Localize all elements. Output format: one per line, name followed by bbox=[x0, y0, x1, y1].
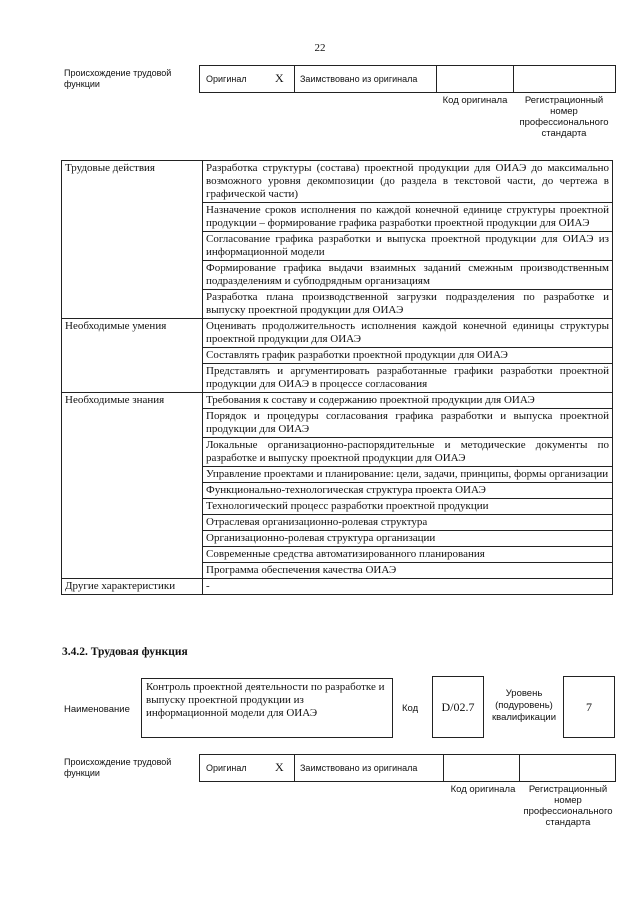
knowledge-item: Организационно-ролевая структура организации bbox=[203, 531, 613, 547]
knowledge-item: Порядок и процедуры согласования графика разработки и выпуска проектной продукции для ОИАЭ bbox=[203, 409, 613, 438]
knowledge-item: Технологический процесс разработки проектной продукции bbox=[203, 499, 613, 515]
code-value: D/02.7 bbox=[432, 676, 484, 738]
knowledge-item: Управление проектами и планирование: цели, задачи, принципы, формы организации bbox=[203, 467, 613, 483]
table-row bbox=[62, 393, 613, 409]
other-characteristics-label: Другие характеристики bbox=[62, 579, 203, 595]
table-row bbox=[62, 579, 613, 595]
page-number: 22 bbox=[314, 42, 326, 54]
knowledge-item: Требования к составу и содержанию проектной продукции для ОИАЭ bbox=[203, 393, 613, 409]
name-label: Наименование bbox=[64, 704, 130, 715]
divider bbox=[443, 755, 444, 781]
skills-item: Представлять и аргументировать разработанные графики разработки проектной продукции для ОИАЭ в процессе согласования bbox=[203, 364, 613, 393]
original-mark: X bbox=[275, 71, 284, 85]
knowledge-item: Функционально-технологическая структура проекта ОИАЭ bbox=[203, 483, 613, 499]
origin-label: Происхождение трудовой функции bbox=[64, 68, 172, 89]
original-label: Оригинал bbox=[206, 763, 247, 773]
registration-number-label-bottom: Регистрационный номер профессионального стандарта bbox=[523, 784, 613, 828]
registration-number-label: Регистрационный номер профессионального стандарта bbox=[519, 95, 609, 139]
knowledge-item: Современные средства автоматизированного планирования bbox=[203, 547, 613, 563]
skills-item: Оценивать продолжительность исполнения каждой конечной единицы структуры проектной продукции для ОИАЭ bbox=[203, 319, 613, 348]
labor-actions-item: Согласование графика разработки и выпуска проектной продукции для ОИАЭ из информационной модели bbox=[203, 232, 613, 261]
skills-item: Составлять график разработки проектной продукции для ОИАЭ bbox=[203, 348, 613, 364]
skills-label: Необходимые умения bbox=[62, 319, 203, 393]
code-label: Код bbox=[402, 703, 419, 714]
level-value: 7 bbox=[563, 676, 615, 738]
labor-actions-item: Разработка структуры (состава) проектной продукции для ОИАЭ до максимально возможного уровня декомпозиции (до раздела в текстовой части, до чертежа в графической части) bbox=[203, 161, 613, 203]
knowledge-item: Локальные организационно-распорядительные и методические документы по разработке и выпуску проектной продукции для ОИАЭ bbox=[203, 438, 613, 467]
labor-function-table bbox=[61, 160, 613, 595]
name-value: Контроль проектной деятельности по разработке и выпуску проектной продукции из информационной модели для ОИАЭ bbox=[141, 678, 393, 738]
origin-label-bottom: Происхождение трудовой функции bbox=[64, 757, 172, 778]
level-label: Уровень (подуровень) квалификации bbox=[491, 688, 557, 723]
labor-actions-item: Формирование графика выдачи взаимных заданий смежным производственным подразделениям и субподрядным организациям bbox=[203, 261, 613, 290]
knowledge-item: Отраслевая организационно-ролевая структура bbox=[203, 515, 613, 531]
divider bbox=[513, 66, 514, 92]
section-heading: 3.4.2. Трудовая функция bbox=[62, 646, 188, 658]
code-original-label-bottom: Код оригинала bbox=[450, 784, 516, 795]
table-row bbox=[62, 161, 613, 203]
origin-box-bottom bbox=[199, 754, 616, 782]
divider bbox=[436, 66, 437, 92]
original-mark: X bbox=[275, 760, 284, 774]
divider bbox=[519, 755, 520, 781]
borrowed-label: Заимствовано из оригинала bbox=[300, 763, 418, 773]
code-original-label: Код оригинала bbox=[442, 95, 508, 106]
labor-actions-item: Назначение сроков исполнения по каждой конечной единице структуры проектной продукции – формирование графика разработки проектной продукции для ОИАЭ bbox=[203, 203, 613, 232]
borrowed-label: Заимствовано из оригинала bbox=[300, 74, 418, 84]
divider bbox=[294, 755, 295, 781]
divider bbox=[294, 66, 295, 92]
original-label: Оригинал bbox=[206, 74, 247, 84]
labor-actions-item: Разработка плана производственной загрузки подразделения по разработке и выпуску проектной продукции для ОИАЭ bbox=[203, 290, 613, 319]
origin-box bbox=[199, 65, 616, 93]
knowledge-item: Программа обеспечения качества ОИАЭ bbox=[203, 563, 613, 579]
knowledge-label: Необходимые знания bbox=[62, 393, 203, 579]
table-row bbox=[62, 319, 613, 348]
other-characteristics-value: - bbox=[203, 579, 613, 595]
labor-actions-label: Трудовые действия bbox=[62, 161, 203, 319]
